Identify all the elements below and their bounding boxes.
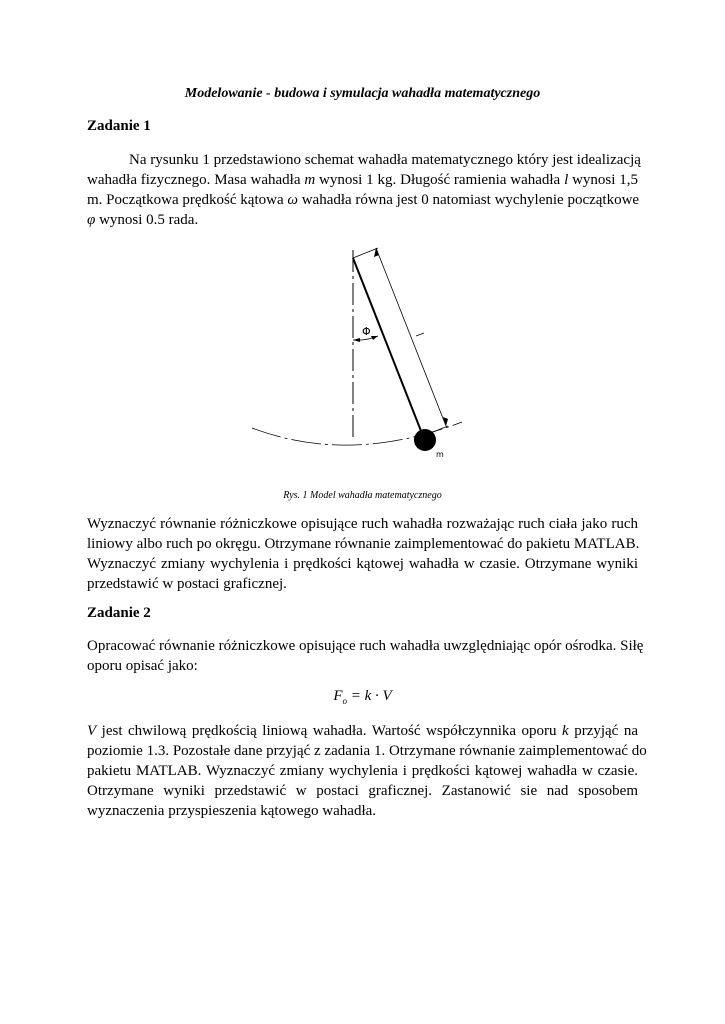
text-line: pakietu MATLAB. Wyznaczyć zmiany wychylenia i prędkości kątowej wahadła w czasie.: [87, 763, 638, 779]
text-line: Wyznaczyć zmiany wychylenia i prędkości kątowej wahadła w czasie. Otrzymane wyniki: [87, 556, 638, 572]
zadanie-1-heading: Zadanie 1: [87, 118, 151, 134]
zadanie-2-paragraph-1: [87, 636, 644, 676]
text-line: wyznaczenia przyspieszenia kątowego wahadła.: [87, 803, 377, 819]
zadanie-2-paragraph-2: [87, 721, 647, 821]
zadanie-1-paragraph-1: [87, 150, 641, 230]
text-line: poziomie 1.3. Pozostałe dane przyjąć z zadania 1. Otrzymane równanie zaimplementować do: [87, 743, 647, 759]
zadanie-1-paragraph-2: [87, 514, 638, 594]
figure-caption: Rys. 1 Model wahadła matematycznego: [283, 490, 442, 501]
text-line: Opracować równanie różniczkowe opisujące ruch wahadła uwzględniając opór ośrodka. Siłę: [87, 638, 644, 654]
document-title: Modelowanie - budowa i symulacja wahadła matematycznego: [184, 86, 541, 101]
text-line: przedstawić w postaci graficznej.: [87, 576, 287, 592]
length-dimension-line: [376, 248, 446, 426]
text-line: wahadła fizycznego. Masa wahadła m wynosi 1 kg. Długość ramienia wahadła l wynosi 1,5: [87, 172, 638, 188]
zadanie-2-heading: Zadanie 2: [87, 605, 151, 621]
mass-label: m: [436, 450, 444, 459]
text-line: Wyznaczyć równanie różniczkowe opisujące ruch wahadła rozważając ruch ciała jako ruch: [87, 516, 638, 532]
text-line: m. Początkowa prędkość kątowa ω wahadła równa jest 0 natomiast wychylenie początkowe: [87, 192, 640, 208]
pendulum-rod: [353, 258, 423, 436]
resistance-formula: $F_o = k \cdot V$: [333, 688, 392, 706]
text-line: oporu opisać jako:: [87, 658, 198, 674]
text-line: Otrzymane wyniki przedstawić w postaci graficznej. Zastanowić sie nad sposobem: [87, 783, 638, 799]
pendulum-diagram: [240, 240, 480, 470]
pendulum-bob: [414, 429, 436, 451]
phi-label: Φ: [362, 325, 371, 338]
text-line: Na rysunku 1 przedstawiono schemat wahadła matematycznego który jest idealizacją: [129, 152, 641, 168]
text-line: φ wynosi 0.5 rada.: [87, 212, 199, 228]
text-line: liniowy albo ruch po okręgu. Otrzymane równanie zaimplementować do pakietu MATLAB.: [87, 536, 640, 552]
text-line: V jest chwilową prędkością liniową wahadła. Wartość współczynnika oporu k przyjąć na: [87, 723, 639, 739]
